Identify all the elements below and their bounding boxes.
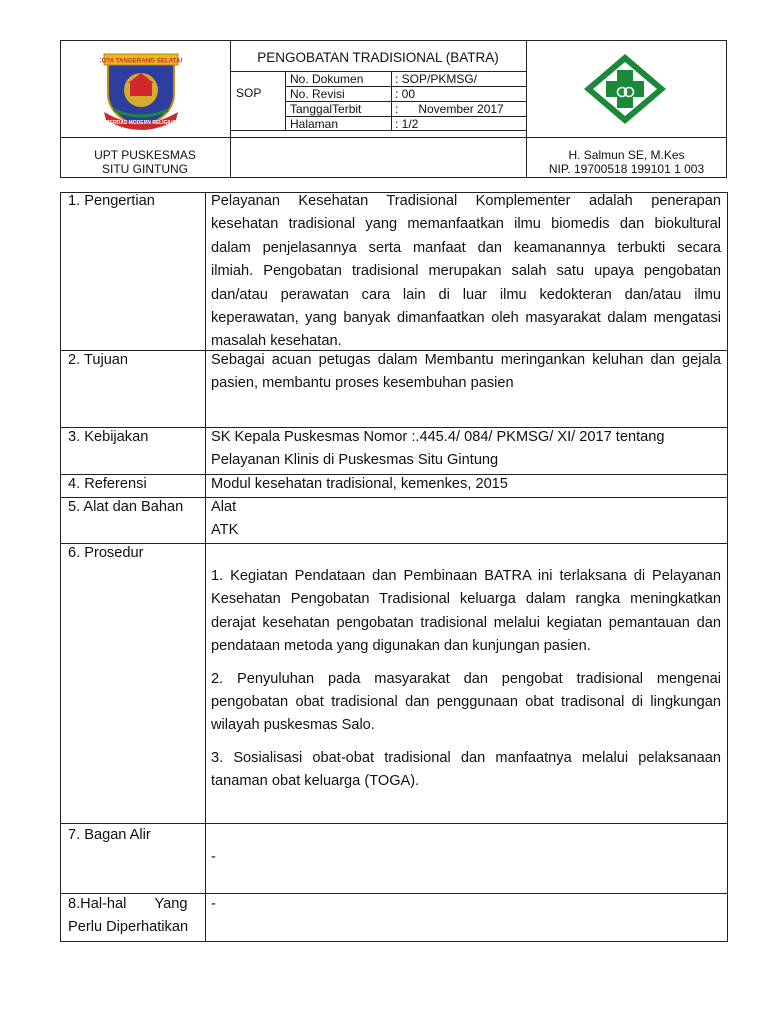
text-line: 3. Sosialisasi obat-obat tradisional dan manfaatnya melalui pelaksanaan: [211, 749, 721, 766]
text-line: keperawatan, yang banyak dimanfaatkan oleh masyarakat dalam mengatasi: [211, 310, 721, 327]
text-line: Pelayanan Kesehatan Tradisional Komplementer adalah penerapan: [211, 193, 721, 209]
text-line: masalah kesehatan.: [211, 333, 342, 350]
meta-label: No. Dokumen: [290, 72, 364, 86]
section-text-bagan: [211, 846, 721, 869]
text-line: Kesehatan Pengobatan Tradisional keluarga dalam rangka meningkatkan: [211, 591, 721, 608]
text-line: ATK: [211, 522, 239, 539]
section-text-referensi: [211, 473, 721, 496]
meta-label: No. Revisi: [290, 87, 345, 101]
puskesmas-logo-icon: [582, 52, 668, 126]
emblem-motto-text: CERDAS MODERN RELIGIUS: [106, 120, 176, 126]
text-line: kesehatan tradisional yang memanfaatkan ilmu biomedis dan biokultural: [211, 216, 721, 233]
section-label: 6. Prosedur: [68, 545, 144, 561]
meta-value: : 00: [395, 87, 416, 101]
meta-value: : November 2017: [395, 102, 504, 116]
signer-name: H. Salmun SE, M.Kes: [568, 148, 685, 162]
text-line: Alat: [211, 499, 237, 515]
meta-value: : 1/2: [395, 117, 419, 131]
section-text-tujuan: [211, 349, 721, 396]
text-line: -: [211, 849, 216, 865]
text-line: 1. Kegiatan Pendataan dan Pembinaan BATRA ini terlaksana di Pelayanan: [211, 568, 721, 584]
section-text-alat: [211, 496, 721, 543]
text-line: Sebagai acuan petugas dalam Membantu meringankan keluhan dan gejala: [211, 352, 721, 368]
signer-nip: NIP. 19700518 199101 1 003: [548, 162, 705, 176]
city-emblem: [100, 50, 182, 130]
text-line: wilayah puskesmas Salo.: [211, 717, 375, 734]
text-line: -: [211, 896, 216, 912]
label-line: 8.Hal-hal Yang: [68, 896, 188, 912]
meta-label: Halaman: [290, 117, 339, 131]
section-text-perhatian: [211, 893, 721, 916]
text-line: tanaman obat keluarga (TOGA).: [211, 773, 420, 790]
text-line: derajat kesehatan pengobatan tradisional melalui kegiatan pemantauan dan: [211, 614, 721, 631]
section-label: 4. Referensi: [68, 476, 147, 492]
text-line: dan/atau perawatan cara lain di luar ilmu kedokteran dan/atau ilmu: [211, 286, 721, 303]
section-text-prosedur: [211, 565, 721, 794]
org-line: UPT PUSKESMAS: [94, 148, 196, 162]
text-line: ilmiah. Pengobatan tradisional merupakan salah satu upaya pengobatan: [211, 263, 721, 280]
text-line: Modul kesehatan tradisional, kemenkes, 2015: [211, 476, 508, 492]
text-line: pasien, membantu proses kesembuhan pasien: [211, 375, 514, 392]
text-line: pendataan metoda yang digunakan dan kunjungan pasien.: [211, 638, 591, 655]
section-label: 1. Pengertian: [68, 193, 155, 209]
section-text-pengertian: [211, 190, 721, 354]
org-line: SITU GINTUNG: [102, 162, 188, 176]
emblem-banner-text: KOTA TANGERANG SELATAN: [100, 57, 182, 65]
doc-type-label: SOP: [236, 86, 262, 100]
text-line: Pelayanan Klinis di Puskesmas Situ Gintung: [211, 452, 499, 469]
section-label: 5. Alat dan Bahan: [68, 499, 184, 515]
meta-label: TanggalTerbit: [290, 102, 362, 116]
text-line: pengobatan obat tradisional dan penggunaan obat tradisonal di lingkungan: [211, 694, 721, 711]
section-label: 7. Bagan Alir: [68, 827, 151, 843]
section-label: 2. Tujuan: [68, 352, 129, 368]
signer-block: [526, 148, 727, 176]
text-line: dalam penjelasannya serta manfaat dan keamanannya terbukti secara: [211, 239, 721, 256]
text-line: SK Kepala Puskesmas Nomor :.445.4/ 084/ PKMSG/ XI/ 2017 tentang: [211, 429, 665, 445]
text-line: 2. Penyuluhan pada masyarakat dan pengobat tradisional mengenai: [211, 670, 721, 687]
document-title: PENGOBATAN TRADISIONAL (BATRA): [257, 50, 499, 65]
organization-name: [60, 148, 230, 176]
label-line: Perlu Diperhatikan: [68, 919, 189, 936]
section-label: [68, 893, 198, 940]
section-text-kebijakan: [211, 426, 721, 473]
meta-value: : SOP/PKMSG/: [395, 72, 478, 86]
section-label: 3. Kebijakan: [68, 429, 149, 445]
